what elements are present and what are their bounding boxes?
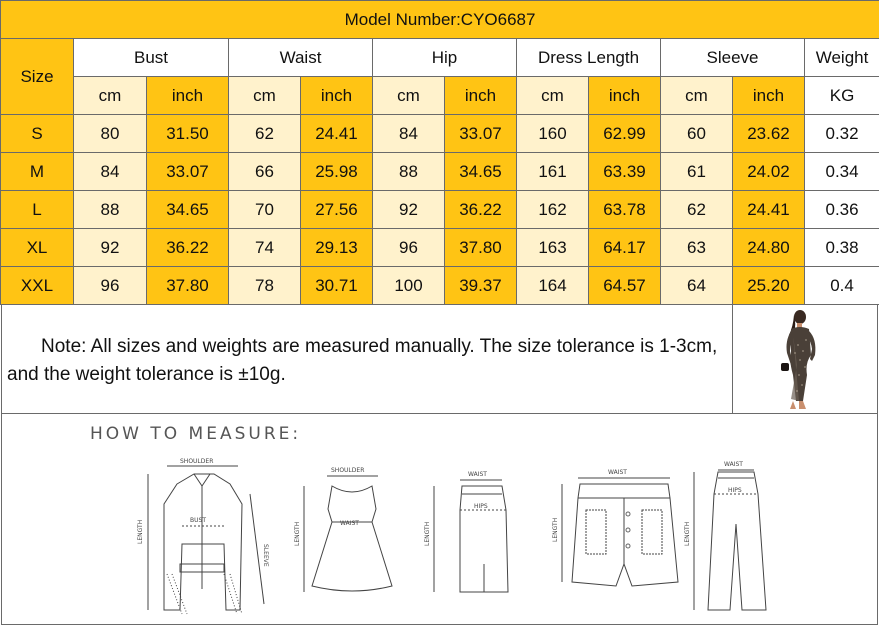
measurement-cell: 37.80	[445, 229, 517, 267]
sleeve-label: SLEEVE	[262, 544, 269, 567]
length-label: LENGTH	[424, 521, 431, 546]
measurement-cell: 24.41	[301, 115, 373, 153]
measurement-cell: 39.37	[445, 267, 517, 305]
measurement-cell: 63.39	[589, 153, 661, 191]
measurement-cell: 92	[373, 191, 445, 229]
measurement-cell: 36.22	[147, 229, 229, 267]
hips-label: HIPS	[728, 487, 742, 494]
pants-diagram	[684, 461, 766, 610]
waist-label: WAIST	[724, 461, 743, 468]
measurement-cell: 100	[373, 267, 445, 305]
unit-header: inch	[589, 77, 661, 115]
note-box	[1, 305, 733, 414]
sleeve-header: Sleeve	[661, 39, 805, 77]
table-row	[1, 229, 879, 267]
waist-header: Waist	[229, 39, 373, 77]
measurement-cell: 25.98	[301, 153, 373, 191]
unit-header: inch	[445, 77, 517, 115]
measurement-cell: 33.07	[147, 153, 229, 191]
measurement-cell: 62.99	[589, 115, 661, 153]
measurement-cell: 66	[229, 153, 301, 191]
table-row	[1, 115, 879, 153]
unit-header: cm	[373, 77, 445, 115]
hips-label: HIPS	[474, 503, 488, 510]
dress-diagram	[294, 467, 392, 592]
measurement-cell: 33.07	[445, 115, 517, 153]
unit-header: inch	[301, 77, 373, 115]
shoulder-label: SHOULDER	[331, 467, 365, 474]
measurement-cell: 0.32	[805, 115, 879, 153]
length-label: LENGTH	[552, 517, 559, 542]
measurement-cell: 0.34	[805, 153, 879, 191]
hip-header: Hip	[373, 39, 517, 77]
measurement-cell: 24.41	[733, 191, 805, 229]
size-cell: M	[1, 153, 74, 191]
size-cell: XXL	[1, 267, 74, 305]
table-row	[1, 153, 879, 191]
measurement-cell: 0.38	[805, 229, 879, 267]
measurement-cell: 0.36	[805, 191, 879, 229]
unit-header: inch	[147, 77, 229, 115]
shoulder-label: SHOULDER	[180, 458, 214, 465]
measurement-cell: 88	[373, 153, 445, 191]
bust-header: Bust	[74, 39, 229, 77]
measurement-cell: 63.78	[589, 191, 661, 229]
unit-header: cm	[229, 77, 301, 115]
measurement-cell: 31.50	[147, 115, 229, 153]
measurement-cell: 84	[373, 115, 445, 153]
measurement-cell: 163	[517, 229, 589, 267]
length-label: LENGTH	[684, 521, 691, 546]
measurement-cell: 64.17	[589, 229, 661, 267]
waist-label: WAIST	[468, 471, 487, 478]
weight-header: Weight	[805, 39, 879, 77]
measurement-cell: 24.80	[733, 229, 805, 267]
length-label: LENGTH	[294, 521, 301, 546]
measurement-cell: 162	[517, 191, 589, 229]
table-row	[1, 191, 879, 229]
measurement-cell: 25.20	[733, 267, 805, 305]
how-to-measure-title: HOW TO MEASURE:	[90, 424, 302, 444]
measurement-cell: 88	[74, 191, 147, 229]
measurement-cell: 160	[517, 115, 589, 153]
measurement-cell: 37.80	[147, 267, 229, 305]
measurement-cell: 80	[74, 115, 147, 153]
measurement-cell: 96	[373, 229, 445, 267]
measurement-cell: 0.4	[805, 267, 879, 305]
table-row	[1, 267, 879, 305]
measurement-cell: 62	[661, 191, 733, 229]
unit-header: cm	[74, 77, 147, 115]
size-cell: S	[1, 115, 74, 153]
measurement-cell: 23.62	[733, 115, 805, 153]
measurement-cell: 70	[229, 191, 301, 229]
size-cell: XL	[1, 229, 74, 267]
jacket-diagram	[137, 458, 269, 614]
unit-header: cm	[517, 77, 589, 115]
tolerance-note: Note: All sizes and weights are measured manually. The size tolerance is 1-3cm, and the weight tolerance is ±10g.	[7, 336, 718, 385]
dress-length-header: Dress Length	[517, 39, 661, 77]
measurement-cell: 27.56	[301, 191, 373, 229]
measurement-cell: 61	[661, 153, 733, 191]
length-label: LENGTH	[137, 519, 144, 544]
measurement-cell: 34.65	[445, 153, 517, 191]
size-cell: L	[1, 191, 74, 229]
model-photo-box	[733, 305, 878, 414]
size-chart-table	[0, 0, 879, 305]
measurement-cell: 30.71	[301, 267, 373, 305]
waist-label: WAIST	[340, 520, 359, 527]
size-column-header: Size	[1, 39, 74, 115]
measurement-cell: 92	[74, 229, 147, 267]
model-number-title: Model Number:CYO6687	[1, 1, 879, 39]
measurement-cell: 36.22	[445, 191, 517, 229]
measurement-cell: 96	[74, 267, 147, 305]
unit-header: cm	[661, 77, 733, 115]
measurement-cell: 84	[74, 153, 147, 191]
measurement-cell: 29.13	[301, 229, 373, 267]
measurement-cell: 64	[661, 267, 733, 305]
measurement-cell: 64.57	[589, 267, 661, 305]
measurement-cell: 78	[229, 267, 301, 305]
measurement-cell: 62	[229, 115, 301, 153]
measurement-cell: 60	[661, 115, 733, 153]
bust-label: BUST	[190, 517, 206, 524]
measurement-cell: 24.02	[733, 153, 805, 191]
shorts-diagram	[552, 469, 678, 586]
how-to-measure-section	[1, 414, 878, 625]
waist-label: WAIST	[608, 469, 627, 476]
measurement-cell: 34.65	[147, 191, 229, 229]
measurement-cell: 164	[517, 267, 589, 305]
garment-diagrams	[2, 414, 879, 625]
model-photo	[733, 305, 877, 413]
unit-header: inch	[733, 77, 805, 115]
unit-header: KG	[805, 77, 879, 115]
measurement-cell: 63	[661, 229, 733, 267]
skirt-diagram	[424, 471, 508, 592]
measurement-cell: 74	[229, 229, 301, 267]
measurement-cell: 161	[517, 153, 589, 191]
